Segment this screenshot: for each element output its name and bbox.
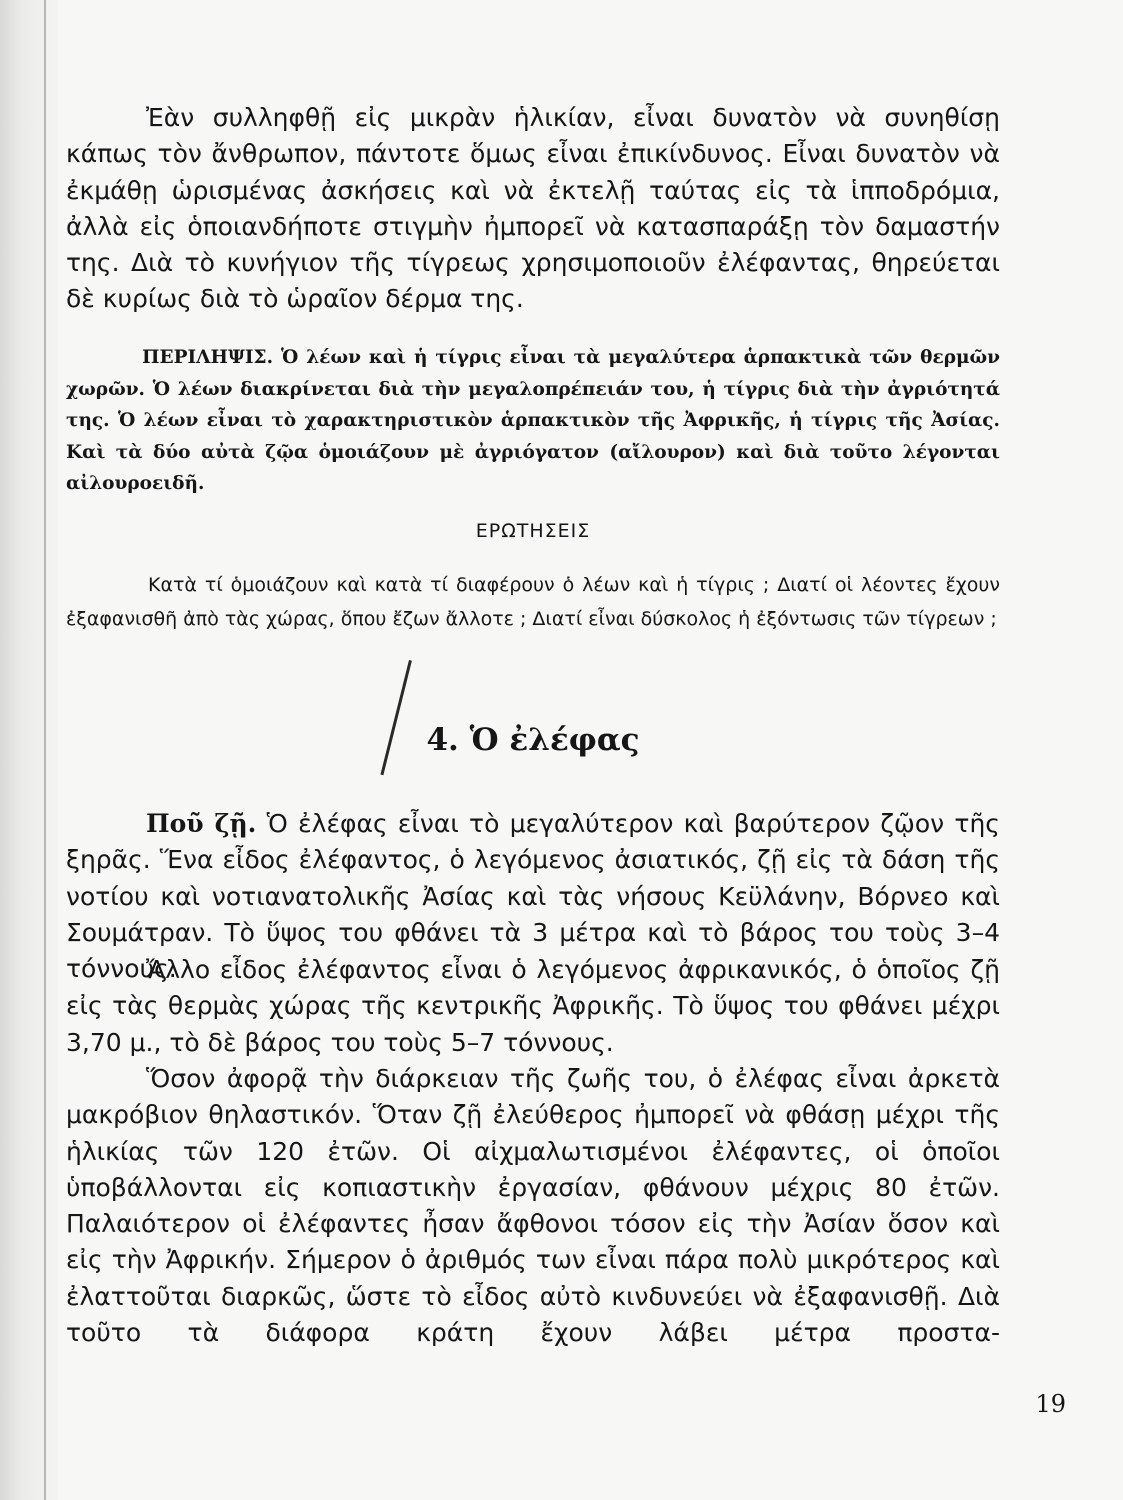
elephant-paragraph-3: Ὅσον ἀφορᾷ τὴν διάρκειαν τῆς ζωῆς του, ὁ ἐλέφας εἶναι ἀρκετὰ μακρόβιον θηλαστικόν. Ὅταν ζῇ ἐλεύθερος ἠμπορεῖ νὰ φθάσῃ μέχρι τῆς ἡλικίας τῶν 120 ἐτῶν. Οἱ αἰχμαλωτισμένοι ἐλέφαντες, οἱ ὁποῖοι ὑποβάλλονται εἰς κοπιαστικὴν ἐργασίαν, φθάνουν μέχρις 80 ἐτῶν. Παλαιότερον οἱ ἐλέφαντες ἦσαν ἄφθονοι τόσον εἰς τὴν Ἀσίαν ὅσον καὶ εἰς τὴν Ἀφρικήν. Σήμερον ὁ ἀριθμός των εἶναι πάρα πολὺ μικρότερος καὶ ἐλαττοῦται διαρκῶς, ὥστε τὸ εἶδος αὐτὸ κινδυνεύει νὰ ἐξαφανισθῇ. Διὰ τοῦτο τὰ διάφορα κράτη ἔχουν λάβει μέτρα προστα-	[66, 1064, 1000, 1348]
elephant-paragraph-1-text: Ὁ ἐλέφας εἶναι τὸ μεγαλύτερον καὶ βαρύτερον ζῷον τῆς ξηρᾶς. Ἕνα εἶδος ἐλέφαντος, ὁ λεγόμενος ἀσιατικός, ζῇ εἰς τὰ δάση τῆς νοτίου καὶ νοτιανατολικῆς Ἀσίας καὶ τὰς νήσους Κεϋλάνην, Βόρνεο καὶ Σουμάτραν. Τὸ ὕψος του φθάνει τὰ 3 μέτρα καὶ τὸ βάρος του τοὺς 3–4 τόννους.	[66, 809, 1000, 984]
elephant-paragraph-2: Ἄλλο εἶδος ἐλέφαντος εἶναι ὁ λεγόμενος ἀφρικανικός, ὁ ὁποῖος ζῇ εἰς τὰς θερμὰς χώρας τῆς κεντρικῆς Ἀφρικῆς. Τὸ ὕψος του φθάνει μέχρι 3,70 μ., τὸ δὲ βάρος του τοὺς 5–7 τόννους.	[66, 955, 1000, 1057]
book-page	[66, 0, 1066, 1500]
section-title: 4. Ὁ ἐλέφας	[426, 722, 640, 758]
page-number: 19	[1035, 1390, 1066, 1418]
section-lead: Ποῦ ζῇ.	[146, 809, 257, 838]
page-binding-shadow	[0, 0, 58, 1500]
questions-paragraph: Κατὰ τί ὁμοιάζουν καὶ κατὰ τί διαφέρουν ὁ λέων καὶ ἡ τίγρις ; Διατί οἱ λέοντες ἔχουν ἐξαφανισθῆ ἀπὸ τὰς χώρας, ὅπου ἔζων ἄλλοτε ; Διατί εἶναι δύσκολος ἡ ἐξόντωσις τῶν τίγρεων ;	[66, 574, 1000, 630]
binding-edge	[44, 0, 46, 1500]
intro-paragraph: Ἐὰν συλληφθῇ εἰς μικρὰν ἡλικίαν, εἶναι δυνατὸν νὰ συνηθίσῃ κάπως τὸν ἄνθρωπον, πάντοτε ὅμως εἶναι ἐπικίνδυνος. Εἶναι δυνατὸν νὰ ἐκμάθῃ ὡρισμένας ἀσκήσεις καὶ νὰ ἐκτελῇ ταύτας εἰς τὰ ἱπποδρόμια, ἀλλὰ εἰς ὁποιανδήποτε στιγμὴν ἠμπορεῖ νὰ κατασπαράξῃ τὸν δαμαστήν της. Διὰ τὸ κυνήγιον τῆς τίγρεως χρησιμοποιοῦν ἐλέφαντας, θηρεύεται δὲ κυρίως διὰ τὸ ὡραῖον δέρμα της.	[66, 103, 1000, 314]
questions-heading: ΕΡΩΤΗΣΕΙΣ	[475, 520, 591, 542]
summary-paragraph: ΠΕΡΙΛΗΨΙΣ. Ὁ λέων καὶ ἡ τίγρις εἶναι τὰ μεγαλύτερα ἁρπακτικὰ τῶν θερμῶν χωρῶν. Ὁ λέων διακρίνεται διὰ τὴν μεγαλοπρέπειάν του, ἡ τίγρις διὰ τὴν ἀγριότητά της. Ὁ λέων εἶναι τὸ χαρακτηριστικὸν ἁρπακτικὸν τῆς Ἀφρικῆς, ἡ τίγρις τῆς Ἀσίας. Καὶ τὰ δύο αὐτὰ ζῷα ὁμοιάζουν μὲ ἀγριόγατον (αἴλουρον) καὶ διὰ τοῦτο λέγονται αἰλουροειδῆ.	[66, 347, 1000, 494]
